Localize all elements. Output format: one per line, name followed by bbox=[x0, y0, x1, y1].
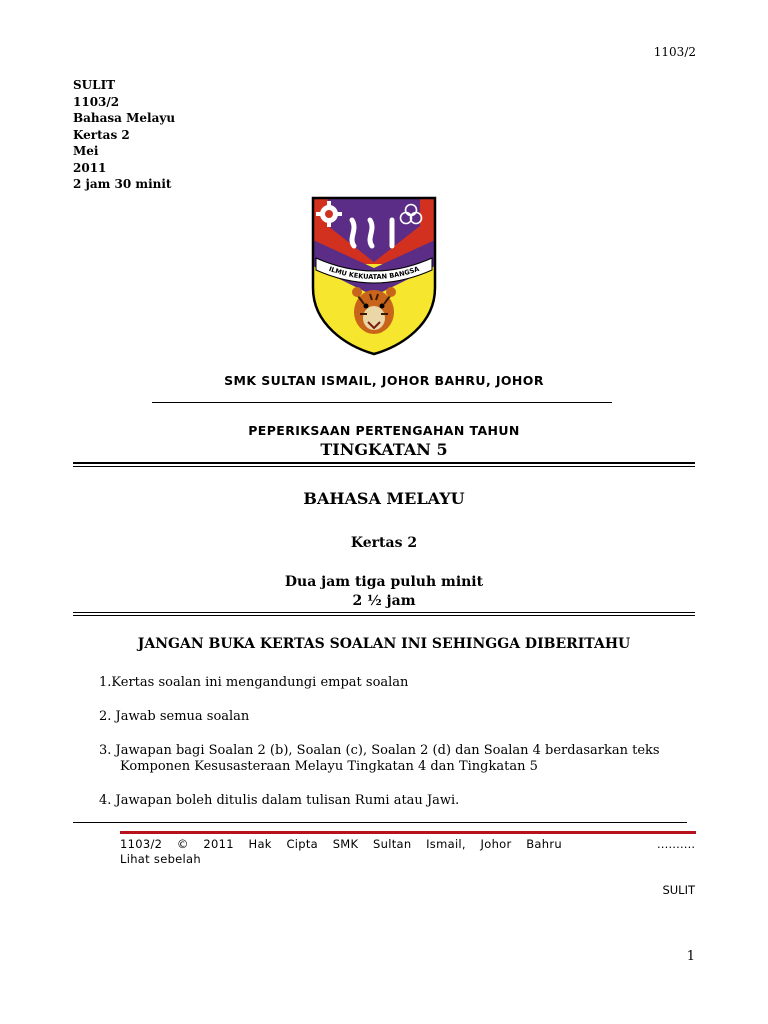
copyright-part: Johor bbox=[480, 837, 512, 851]
footer-next-page: Lihat sebelah bbox=[120, 852, 201, 866]
page-code-top: 1103/2 bbox=[653, 45, 696, 59]
instruction-3: 3. Jawapan bagi Soalan 2 (b), Soalan (c), Soalan 2 (d) dan Soalan 4 berdasarkan teks bbox=[99, 743, 660, 758]
form-level: TINGKATAN 5 bbox=[320, 440, 448, 459]
instruction-3-continued: Komponen Kesusasteraan Melayu Tingkatan 4 dan Tingkatan 5 bbox=[120, 759, 538, 774]
header-line-subject: Bahasa Melayu bbox=[73, 111, 176, 125]
copyright-part: 2011 bbox=[203, 837, 234, 851]
divider-double-2b bbox=[73, 615, 695, 616]
copyright-part: © bbox=[176, 837, 189, 851]
warning-text: JANGAN BUKA KERTAS SOALAN INI SEHINGGA DIBERITAHU bbox=[137, 636, 631, 652]
footer-rule-red bbox=[120, 831, 696, 834]
copyright-part: Hak bbox=[248, 837, 272, 851]
header-line-code: 1103/2 bbox=[73, 94, 120, 109]
copyright-part: SMK bbox=[332, 837, 359, 851]
footer-copyright bbox=[120, 837, 562, 851]
header-line-year: 2011 bbox=[73, 160, 107, 175]
footer-rule-black bbox=[73, 822, 687, 823]
divider-double-2 bbox=[73, 612, 695, 613]
duration-words: Dua jam tiga puluh minit bbox=[284, 574, 484, 590]
duration-fraction: 2 ½ jam bbox=[352, 593, 416, 609]
instruction-1: 1.Kertas soalan ini mengandungi empat soalan bbox=[99, 675, 409, 690]
crest-motto: ILMU KEKUATAN BANGSA bbox=[327, 264, 421, 282]
footer-dots: ………. bbox=[656, 837, 695, 851]
header-line-paper: Kertas 2 bbox=[73, 127, 130, 142]
instruction-2: 2. Jawab semua soalan bbox=[99, 709, 250, 724]
school-underline bbox=[152, 402, 612, 403]
copyright-part: 1103/2 bbox=[120, 837, 163, 851]
copyright-part: Bahru bbox=[526, 837, 562, 851]
divider-double-1b bbox=[73, 466, 695, 467]
header-line-sulit: SULIT bbox=[73, 78, 116, 92]
footer-sulit: SULIT bbox=[662, 883, 695, 897]
header-line-month: Mei bbox=[73, 144, 99, 158]
subject-title: BAHASA MELAYU bbox=[303, 489, 465, 508]
exam-name: PEPERIKSAAN PERTENGAHAN TAHUN bbox=[248, 423, 520, 438]
paper-label: Kertas 2 bbox=[350, 535, 418, 551]
header-block bbox=[73, 77, 175, 193]
divider-double-1 bbox=[73, 462, 695, 464]
header-line-duration: 2 jam 30 minit bbox=[73, 177, 172, 191]
school-name: SMK SULTAN ISMAIL, JOHOR BAHRU, JOHOR bbox=[224, 373, 544, 388]
page-number: 1 bbox=[686, 949, 695, 964]
copyright-part: Cipta bbox=[286, 837, 319, 851]
instruction-4: 4. Jawapan boleh ditulis dalam tulisan Rumi atau Jawi. bbox=[99, 793, 460, 808]
copyright-part: Ismail, bbox=[426, 837, 466, 851]
school-crest-logo bbox=[310, 196, 438, 356]
copyright-part: Sultan bbox=[373, 837, 412, 851]
